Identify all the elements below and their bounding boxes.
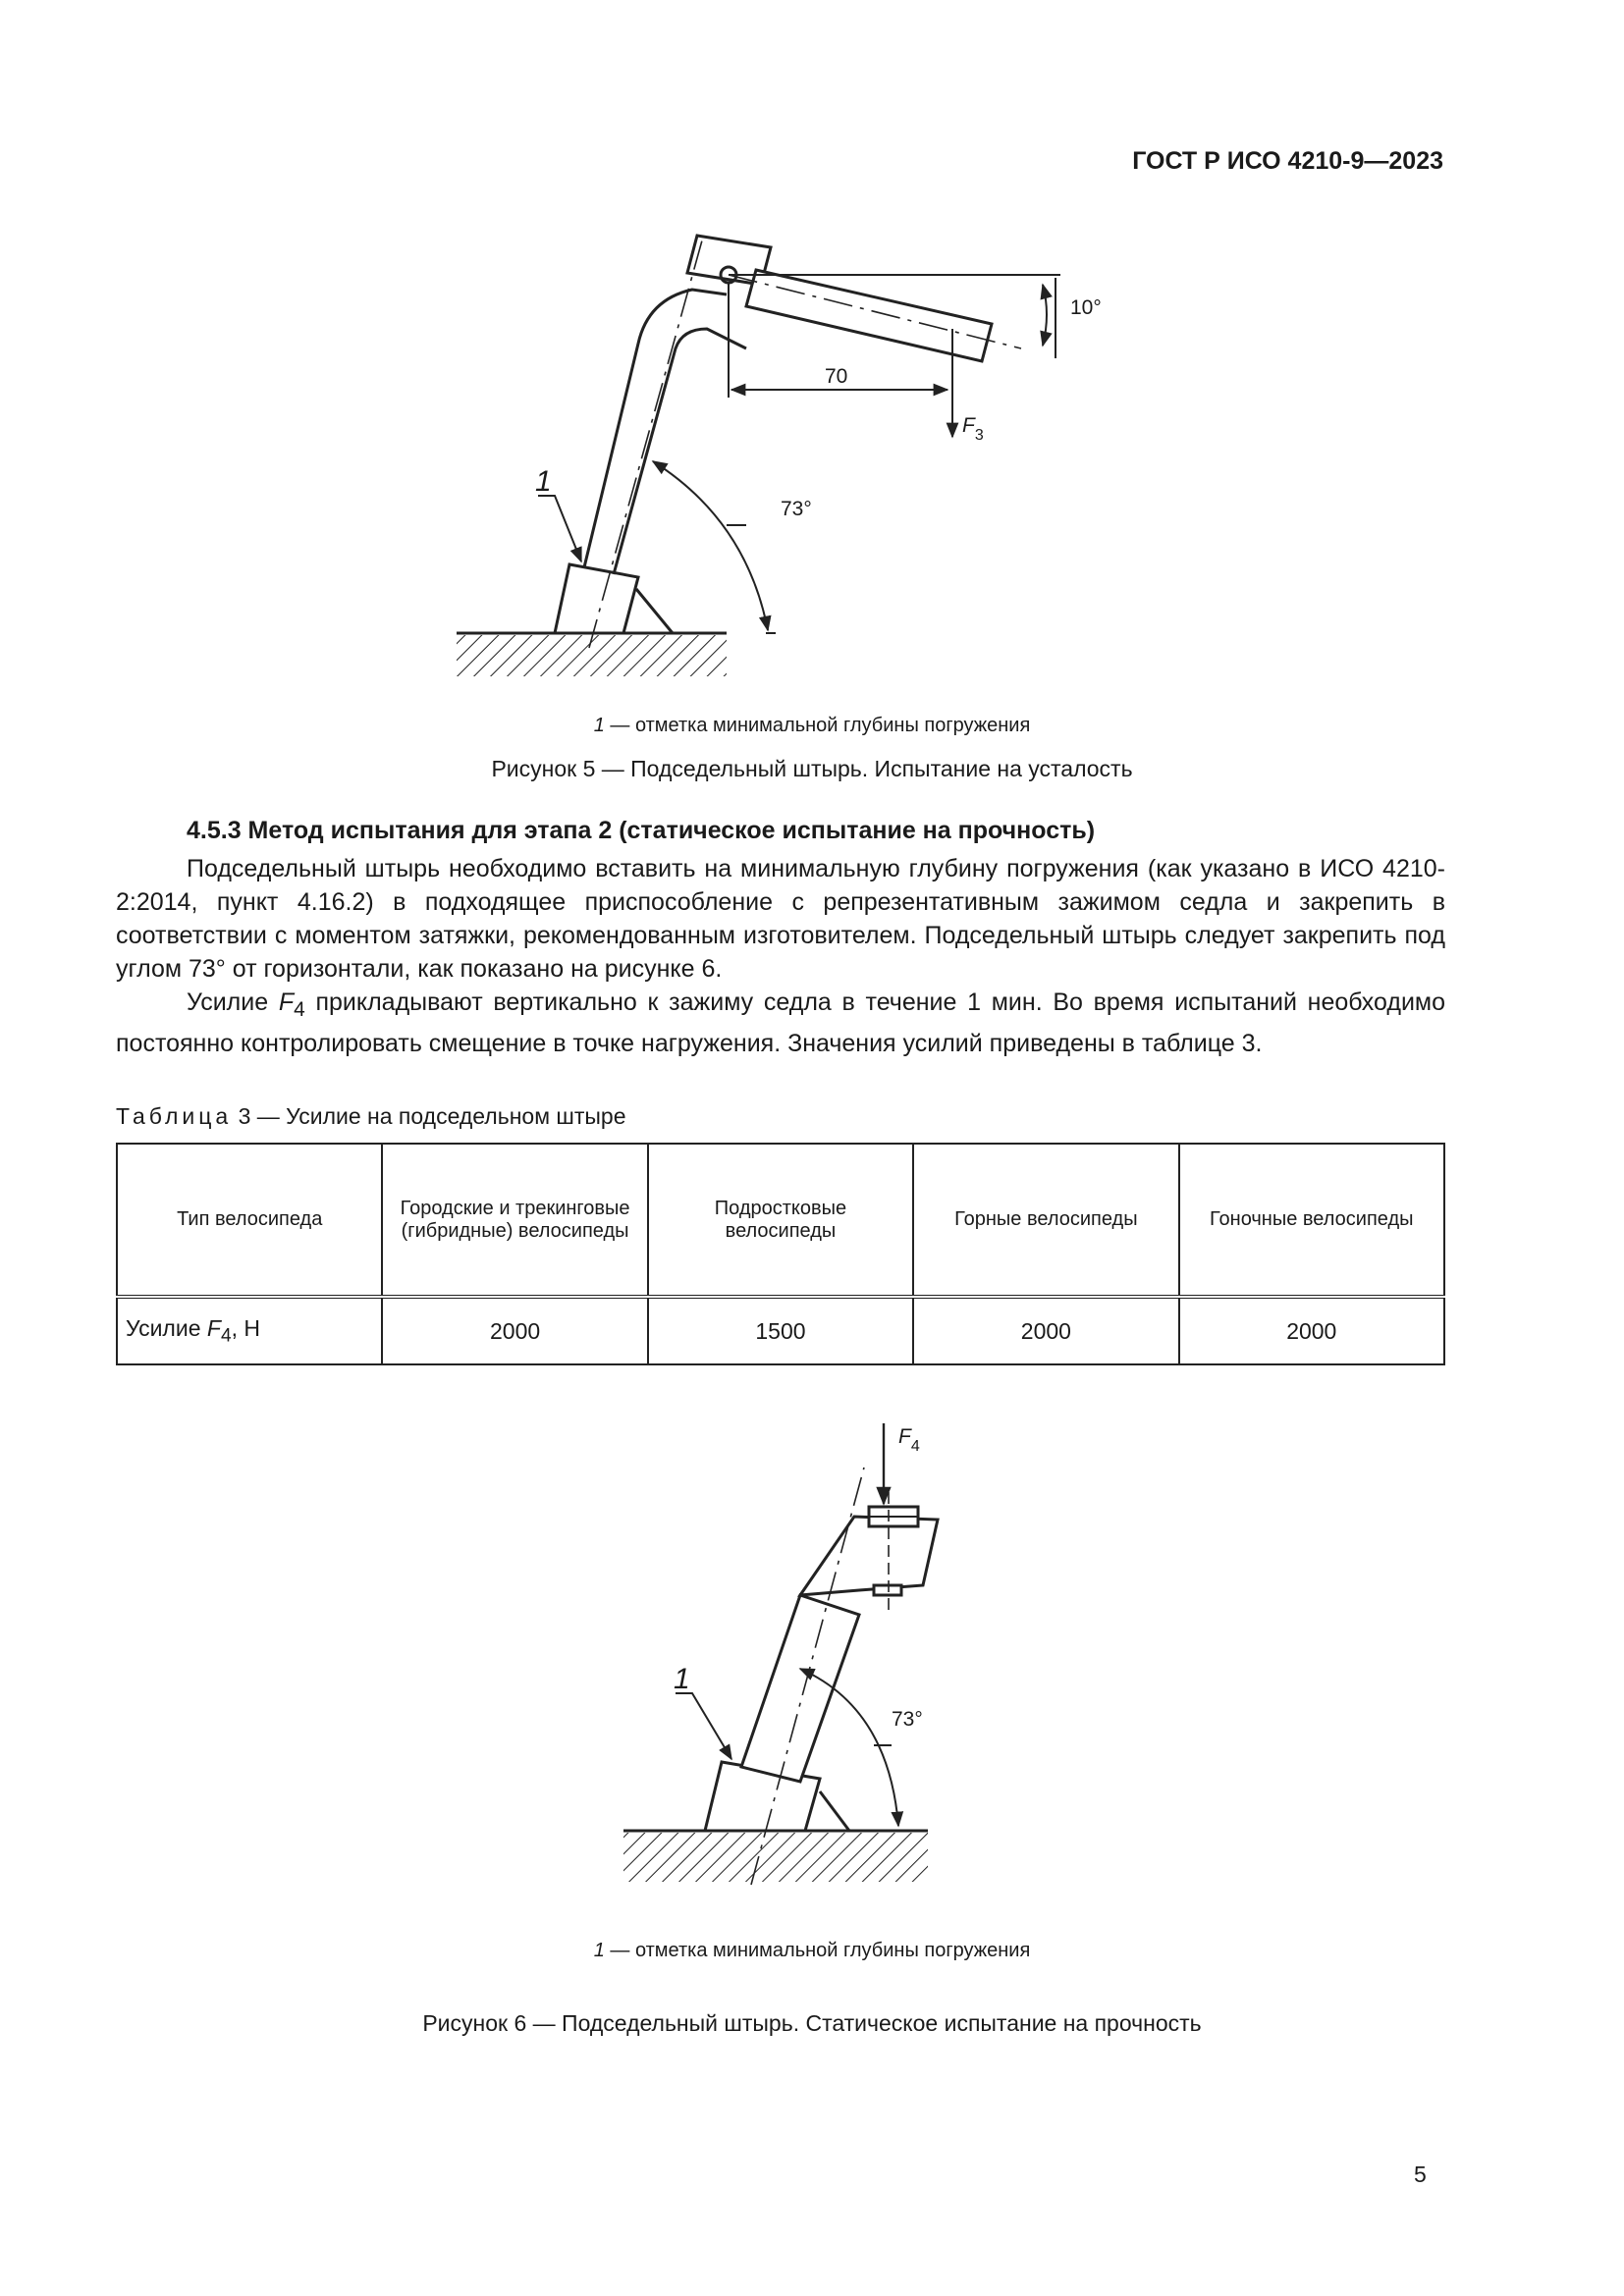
seat-clamp-block: [800, 1517, 938, 1595]
figure-6-legend: 1 — отметка минимальной глубины погружения: [593, 1940, 1031, 1961]
table-caption: Таблица 3 — Усилие на подседельном штыре: [116, 1103, 626, 1129]
angle-10-label: 10°: [1070, 296, 1102, 319]
figure-6-caption: Рисунок 6 — Подседельный штырь. Статическое испытание на прочность: [422, 2010, 1202, 2036]
section-title: 4.5.3 Метод испытания для этапа 2 (статическое испытание на прочность): [187, 817, 1096, 844]
figure-6-drawing: [0, 1394, 1624, 1904]
figure-5-drawing: [0, 0, 1624, 707]
table-header-row: [117, 1144, 1444, 1297]
table-cell: 2000: [913, 1297, 1178, 1364]
seatpost-tube: [741, 1595, 859, 1782]
table-cell: 2000: [1179, 1297, 1444, 1364]
angle-73-label: 73°: [892, 1708, 923, 1731]
table-cell: 1500: [648, 1297, 913, 1364]
page-number: 5: [1414, 2162, 1427, 2187]
marker-1-label: 1: [674, 1663, 690, 1695]
table-header-cell: Подростковые велосипеды: [648, 1144, 913, 1297]
force-table: [116, 1143, 1445, 1365]
table-header-cell: Городские и трекинговые (гибридные) велосипеды: [382, 1144, 647, 1297]
table-row-label: Усилие $F_4$, Н: [117, 1297, 382, 1364]
marker-1-label: 1: [535, 465, 552, 498]
table-header-cell: Тип велосипеда: [117, 1144, 382, 1297]
dimension-70-label: 70: [825, 365, 848, 388]
table-header-cell: Горные велосипеды: [913, 1144, 1178, 1297]
ground-hatch: [623, 1833, 928, 1882]
table-cell: 2000: [382, 1297, 647, 1364]
paragraph-1: Подседельный штырь необходимо вставить на минимальную глубину погружения (как указано в ИСО 4210-2:2014, пункт 4.16.2) в подходящее приспособление с репрезентативным зажимом седла и закрепить в соответствии с моментом затяжки, рекомендованным изготовителем. Подседельный штырь следует закрепить под углом 73° от горизонтали, как показано на рисунке 6.: [116, 855, 1445, 983]
force-f3-label: $F_3$: [962, 414, 984, 444]
seatpost-tube: [584, 290, 746, 574]
force-f4-label: $F_4$: [898, 1425, 920, 1455]
document-code: ГОСТ Р ИСО 4210-9—2023: [1132, 147, 1443, 175]
table-row: [117, 1297, 1444, 1364]
paragraph-2: Усилие $F_4$ прикладывают вертикально к зажиму седла в течение 1 мин. Во время испытаний необходимо постоянно контролировать смещение в точке нагружения. Значения усилий приведены в таблице 3.: [116, 988, 1446, 1057]
table-header-cell: Гоночные велосипеды: [1179, 1144, 1444, 1297]
figure-5-legend: 1 — отметка минимальной глубины погружения: [593, 715, 1031, 736]
angle-73-label: 73°: [781, 498, 812, 520]
saddle-rail: [746, 270, 992, 361]
figure-5-caption: Рисунок 5 — Подседельный штырь. Испытание на усталость: [491, 756, 1133, 781]
